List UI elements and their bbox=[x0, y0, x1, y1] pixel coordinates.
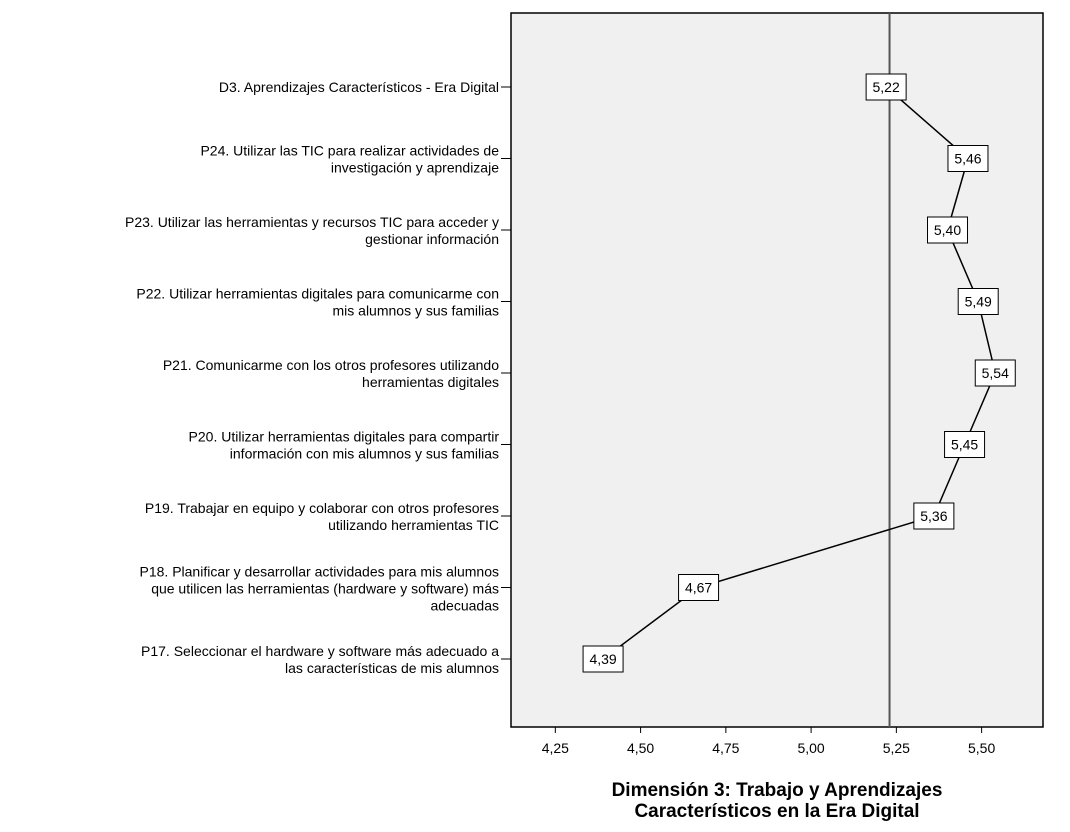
category-label bbox=[141, 643, 499, 676]
category-label bbox=[140, 564, 500, 614]
category-label bbox=[125, 214, 499, 247]
category-label-line: P23. Utilizar las herramientas y recursos TIC para acceder y bbox=[125, 214, 499, 230]
x-axis-title-line: Característicos en la Era Digital bbox=[634, 801, 920, 822]
x-axis-title bbox=[612, 780, 943, 822]
data-label: 5,49 bbox=[964, 293, 992, 310]
category-label-line: P18. Planificar y desarrollar actividades para mis alumnos bbox=[139, 563, 499, 580]
data-label: 5,45 bbox=[950, 436, 979, 453]
x-axis-title-line: Dimensión 3: Trabajo y Aprendizajes bbox=[611, 780, 943, 801]
category-label-line: P21. Comunicarme con los otros profesores utilizando bbox=[162, 357, 499, 373]
category-label-line: que utilicen las herramientas (hardware y software) más bbox=[151, 580, 499, 597]
data-label: 4,67 bbox=[684, 579, 713, 596]
data-label: 5,40 bbox=[933, 222, 962, 238]
category-label-line: herramientas digitales bbox=[362, 374, 499, 390]
plot-area bbox=[511, 13, 1043, 727]
x-tick-label: 4,25 bbox=[541, 740, 569, 756]
category-label-line: utilizando herramientas TIC bbox=[328, 517, 499, 533]
data-label: 5,54 bbox=[981, 365, 1009, 381]
category-label bbox=[145, 500, 499, 533]
category-label-line: P19. Trabajar en equipo y colaborar con otros profesores bbox=[144, 500, 499, 516]
x-tick-label: 4,50 bbox=[626, 740, 655, 756]
category-label bbox=[200, 143, 499, 176]
category-label-line: P22. Utilizar herramientas digitales para comunicarme con bbox=[136, 285, 499, 302]
category-label bbox=[136, 286, 499, 319]
category-label-line: mis alumnos y sus familias bbox=[332, 302, 499, 319]
category-label-line: adecuadas bbox=[430, 597, 499, 614]
x-tick-label: 5,25 bbox=[882, 740, 910, 756]
x-tick-label: 5,50 bbox=[967, 740, 996, 756]
category-label bbox=[219, 79, 499, 95]
data-label: 5,46 bbox=[954, 150, 982, 167]
x-tick-label: 4,75 bbox=[712, 740, 740, 756]
category-label-line: P17. Seleccionar el hardware y software más adecuado a bbox=[141, 643, 499, 659]
category-label-line: D3. Aprendizajes Característicos - Era Digital bbox=[218, 79, 499, 95]
x-tick-label: 5,00 bbox=[797, 740, 825, 756]
category-label bbox=[163, 357, 499, 390]
category-label-line: gestionar información bbox=[365, 231, 499, 247]
data-label: 5,22 bbox=[872, 79, 900, 95]
category-label-line: P20. Utilizar herramientas digitales para compartir bbox=[188, 428, 499, 445]
category-label-line: información con mis alumnos y sus familias bbox=[229, 445, 499, 462]
data-label: 5,36 bbox=[920, 508, 948, 524]
category-label-line: P24. Utilizar las TIC para realizar actividades de bbox=[200, 142, 499, 159]
category-label bbox=[189, 429, 500, 462]
category-label-line: investigación y aprendizaje bbox=[330, 159, 499, 176]
data-label: 4,39 bbox=[589, 651, 617, 667]
category-label-line: las características de mis alumnos bbox=[285, 660, 499, 676]
